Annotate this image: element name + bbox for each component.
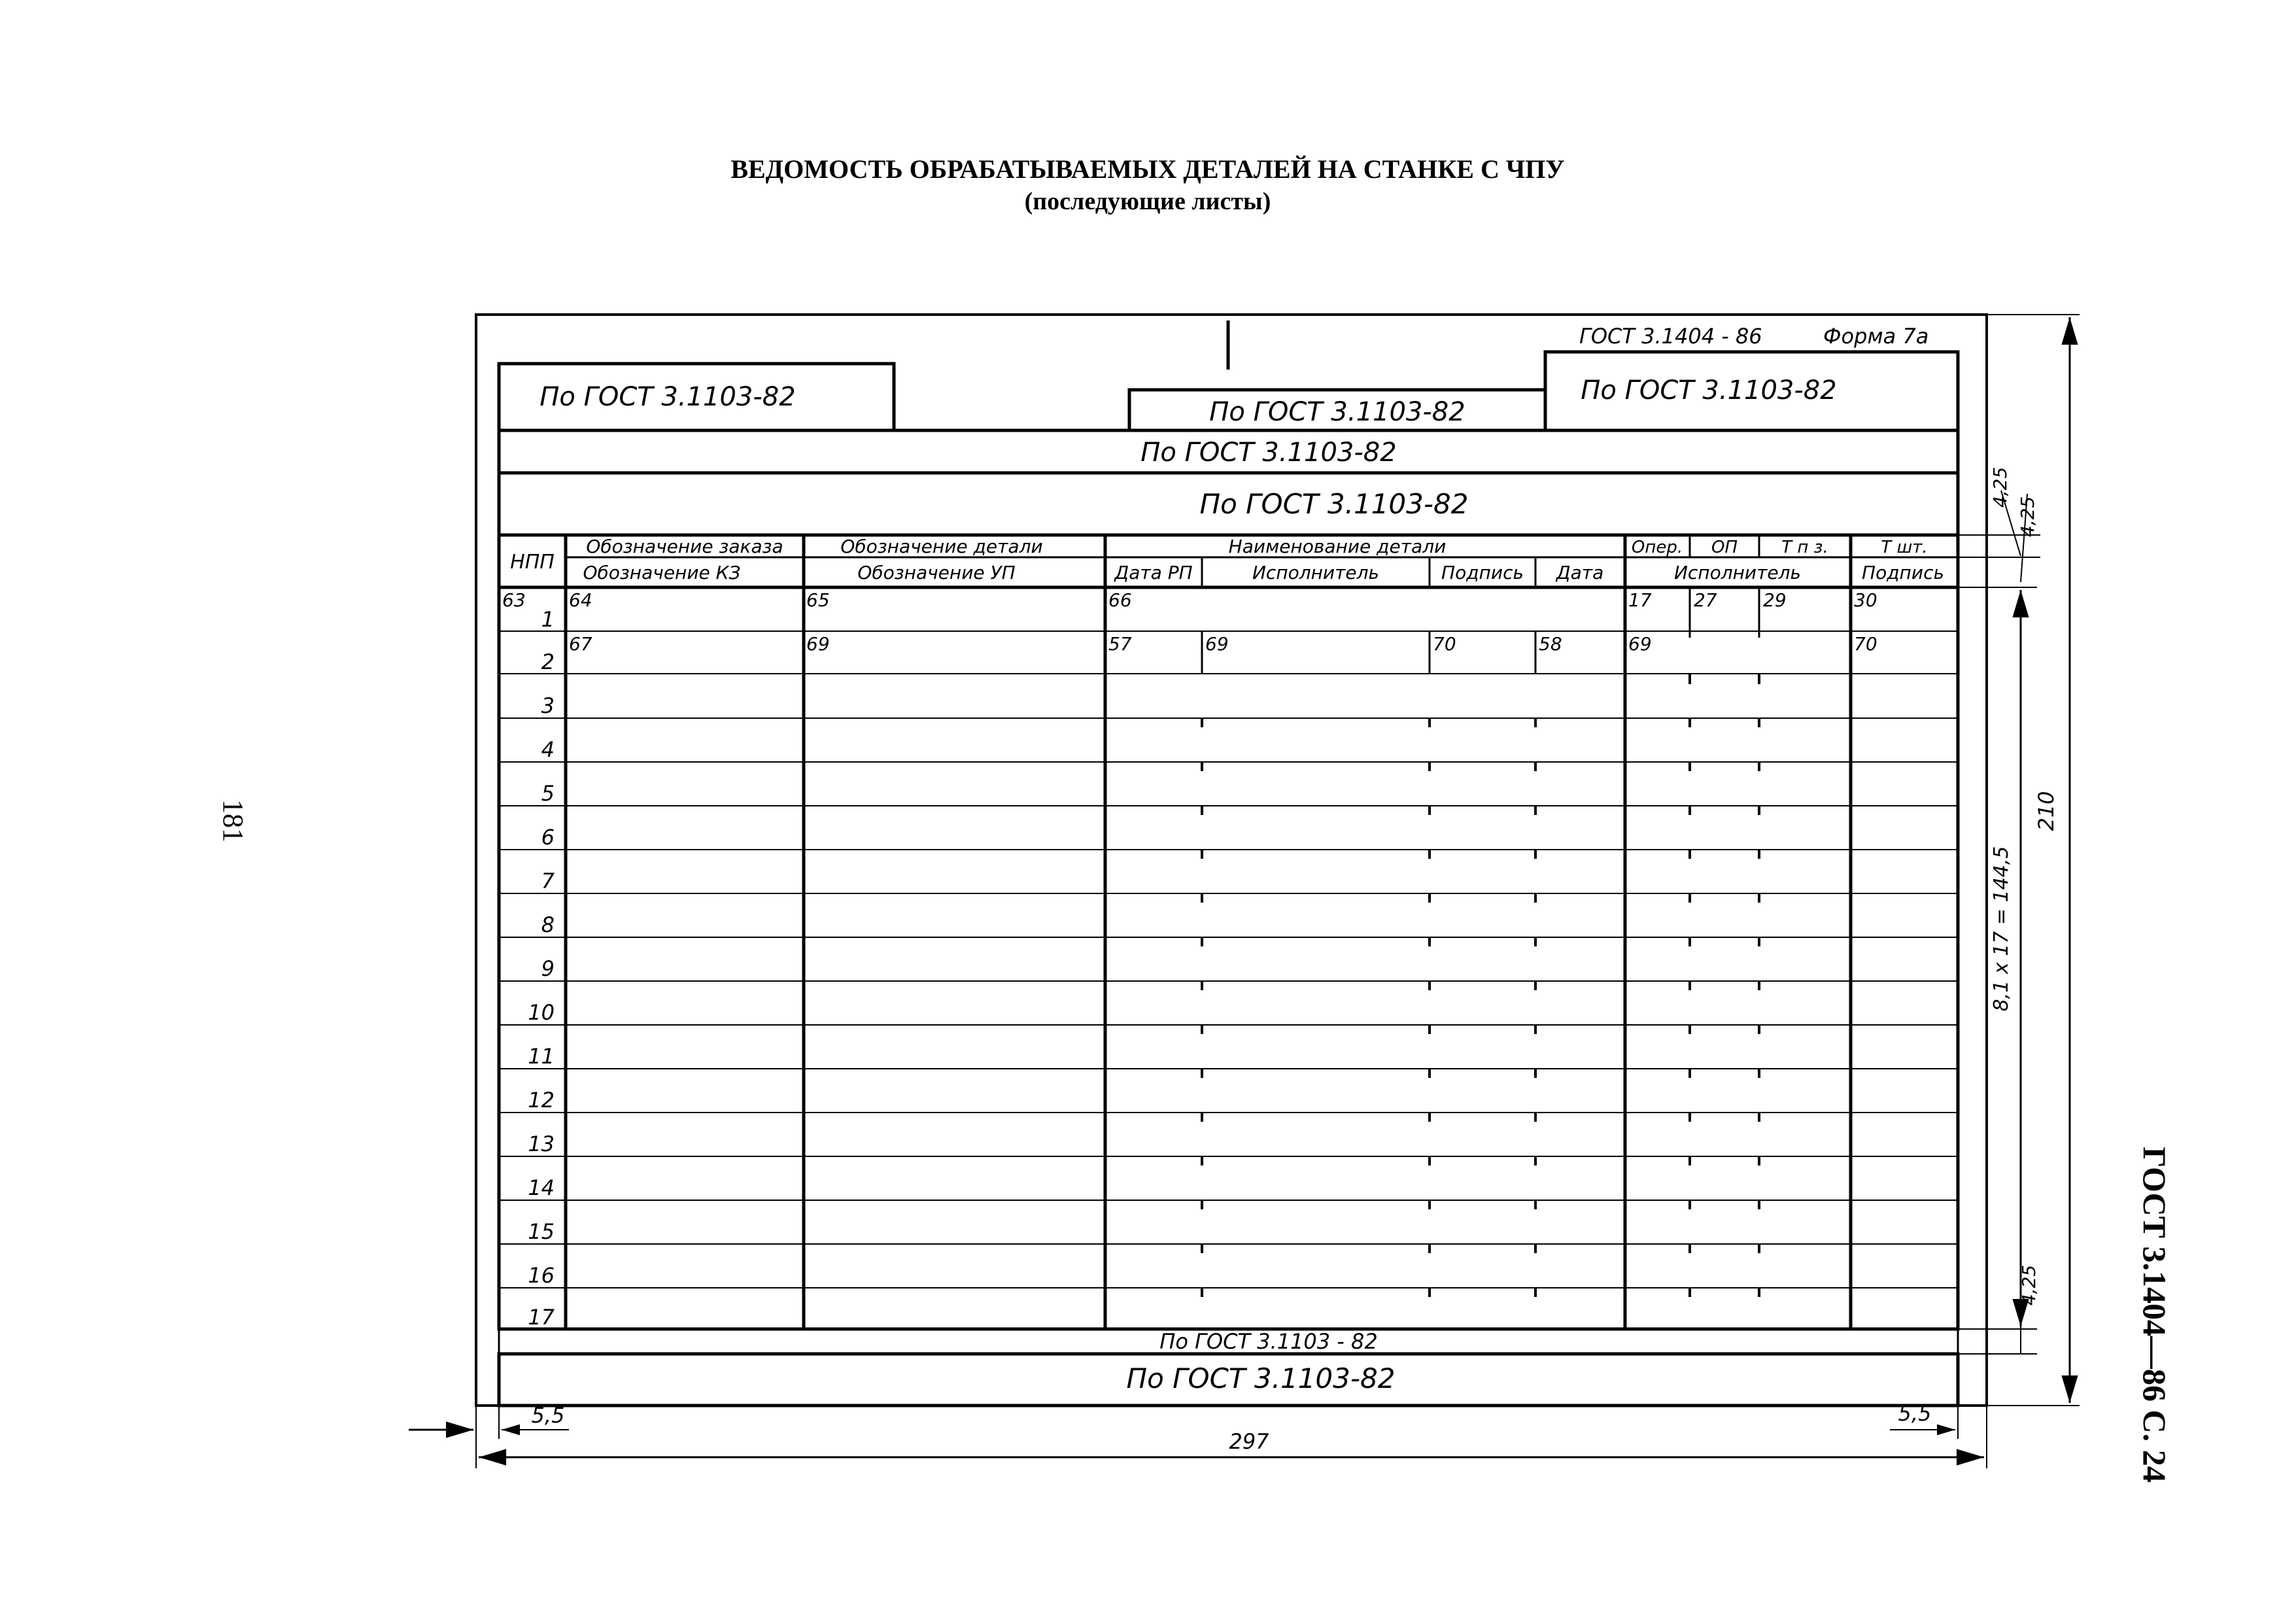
bottom-band-1-text: По ГОСТ 3.1103 - 82 xyxy=(1159,1329,1378,1354)
dim-425-c: 4,25 xyxy=(2018,1264,2040,1306)
row-number: 8 xyxy=(541,912,555,937)
header-kz-designation: Обозначение КЗ xyxy=(583,562,741,583)
row-numbers xyxy=(528,607,555,1330)
r2-code-f: 58 xyxy=(1539,633,1562,655)
header-performer: Исполнитель xyxy=(1252,562,1380,583)
page-number: 181 xyxy=(217,799,249,842)
side-header: ГОСТ 3.1404—86 С. 24 xyxy=(2136,1147,2173,1483)
header-date-rp: Дата РП xyxy=(1114,562,1193,583)
row-number: 2 xyxy=(541,649,555,674)
dim-left-label: 5,5 xyxy=(531,1403,565,1428)
header-performer-2: Исполнитель xyxy=(1673,562,1802,583)
row-ticks xyxy=(1202,674,1759,1297)
row-number: 7 xyxy=(541,869,555,893)
dim-right-label: 5,5 xyxy=(1898,1401,1932,1426)
header-up-designation: Обозначение УП xyxy=(857,562,1016,583)
header-part-name: Наименование детали xyxy=(1228,536,1447,557)
box-top-left-text: По ГОСТ 3.1103-82 xyxy=(540,382,796,412)
dim-rows-label: 8,1 х 17 = 144,5 xyxy=(1990,846,2013,1012)
box-top-middle-text: По ГОСТ 3.1103-82 xyxy=(1209,397,1465,427)
document-subtitle: (последующие листы) xyxy=(1024,188,1271,215)
row-number: 12 xyxy=(528,1088,555,1113)
row-number: 5 xyxy=(541,781,555,806)
band-2-text: По ГОСТ 3.1103-82 xyxy=(1199,488,1469,520)
r2-code-b: 69 xyxy=(806,633,830,655)
r2-code-h: 70 xyxy=(1854,633,1877,655)
row-number: 17 xyxy=(528,1305,555,1330)
header-tpz: Т п з. xyxy=(1781,538,1828,557)
r1-code-c: 65 xyxy=(806,589,830,611)
row-number: 11 xyxy=(528,1044,555,1069)
header-op: ОП xyxy=(1711,538,1738,557)
row-number: 9 xyxy=(541,956,555,981)
dim-height-label: 210 xyxy=(2034,791,2059,831)
box-top-right-text: По ГОСТ 3.1103-82 xyxy=(1581,375,1837,406)
bottom-band-2-text: По ГОСТ 3.1103-82 xyxy=(1126,1362,1396,1394)
row-number: 15 xyxy=(528,1219,555,1244)
r2-code-g: 69 xyxy=(1628,633,1652,655)
row-number: 16 xyxy=(528,1263,555,1288)
dim-425-a: 4,25 xyxy=(1989,466,2011,508)
r1-code-a: 63 xyxy=(502,589,526,611)
header-tsht: Т шт. xyxy=(1881,538,1928,557)
row-number: 10 xyxy=(528,1000,555,1025)
r1-code-f: 27 xyxy=(1694,589,1717,611)
header-order-designation: Обозначение заказа xyxy=(586,536,783,557)
sheet-border xyxy=(476,315,1987,1406)
r1-code-g: 29 xyxy=(1763,589,1787,611)
r1-code-e: 17 xyxy=(1628,589,1652,611)
row-number: 6 xyxy=(541,825,555,850)
row-number: 3 xyxy=(541,693,555,718)
header-signature: Подпись xyxy=(1441,562,1524,583)
r1-code-h: 30 xyxy=(1854,589,1877,611)
row-separators xyxy=(499,631,1958,1288)
form-standard: ГОСТ 3.1404 - 86 xyxy=(1579,324,1762,349)
row-number: 14 xyxy=(528,1175,555,1200)
header-date: Дата xyxy=(1556,562,1604,583)
row-number: 13 xyxy=(528,1132,555,1156)
dim-width-label: 297 xyxy=(1229,1429,1269,1454)
row-number: 4 xyxy=(541,737,555,762)
band-1-text: По ГОСТ 3.1103-82 xyxy=(1140,438,1397,468)
header-part-designation: Обозначение детали xyxy=(840,536,1043,557)
r2-code-e: 70 xyxy=(1433,633,1456,655)
r2-code-a: 67 xyxy=(569,633,592,655)
r2-code-c: 57 xyxy=(1108,633,1132,655)
dim-425-b: 4,25 xyxy=(2017,496,2038,538)
r2-code-d: 69 xyxy=(1205,633,1229,655)
form-name: Форма 7а xyxy=(1823,324,1929,349)
document-title: ВЕДОМОСТЬ ОБРАБАТЫВАЕМЫХ ДЕТАЛЕЙ НА СТАНКЕ С ЧПУ xyxy=(730,154,1565,184)
r1-code-d: 66 xyxy=(1108,589,1132,611)
header-oper: Опер. xyxy=(1631,538,1683,557)
header-signature-2: Подпись xyxy=(1862,562,1944,583)
header-npp: НПП xyxy=(510,551,555,574)
row-number: 1 xyxy=(541,607,555,632)
r1-code-b: 64 xyxy=(569,589,592,611)
